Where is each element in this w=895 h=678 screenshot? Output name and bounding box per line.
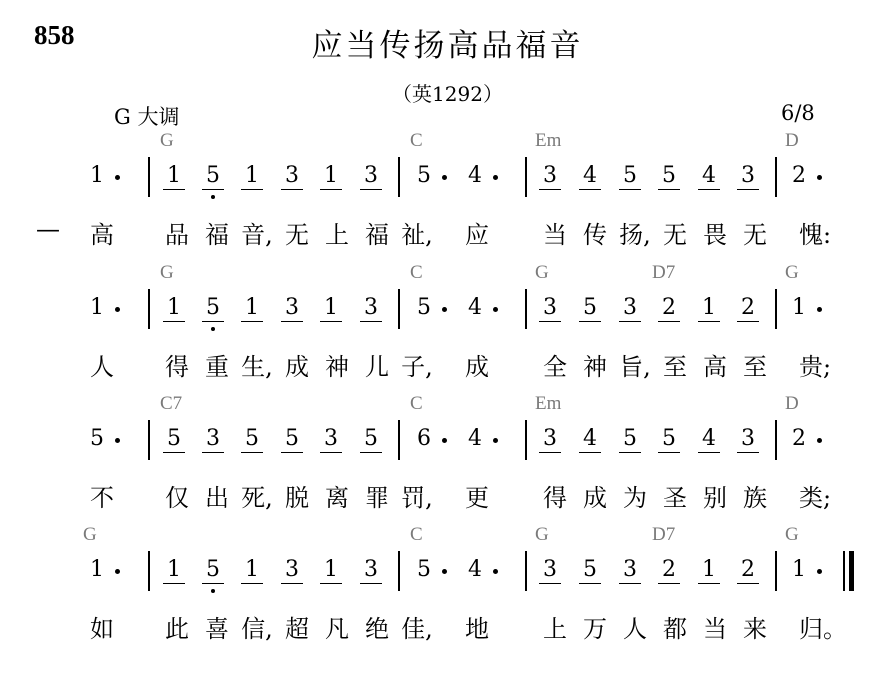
numbered-note [413,163,435,188]
note-digit: 5 [285,426,299,451]
barline [148,289,150,329]
final-barline-thin [843,551,845,591]
numbered-note [86,557,108,582]
numbered-note [413,426,435,451]
note-digit: 5 [583,295,597,320]
lyric-syllable: 重 [205,353,229,381]
numbered-note [539,163,561,190]
note-digit: 4 [468,295,482,320]
augmentation-dot [442,307,447,312]
note-digit: 5 [662,426,676,451]
lyric-syllable: 祉, [401,221,433,249]
lyric-syllable: 应 [465,221,489,249]
note-digit: 1 [90,295,104,320]
note-digit: 3 [543,557,557,582]
numbered-note [737,557,759,584]
lower-octave-dot [211,327,215,331]
lyric-syllable: 地 [465,615,489,643]
lyric-syllable: 传 [583,221,607,249]
barline [398,289,400,329]
lyric-syllable: 信, [241,615,273,643]
lyric-syllable: 圣 [663,484,687,512]
lyric-syllable: 福 [365,221,389,249]
numbered-note [658,163,680,190]
barline [775,420,777,460]
numbered-note [619,163,641,190]
chord-symbol: G [785,262,799,283]
lyric-syllable: 得 [165,353,189,381]
lyric-syllable: 至 [743,353,767,381]
numbered-note [241,163,263,190]
numbered-note [579,295,601,322]
numbered-note [320,163,342,190]
numbered-note [202,295,224,322]
augmentation-dot [442,569,447,574]
lower-octave-dot [211,589,215,593]
numbered-note [737,295,759,322]
lyric-syllable: 更 [465,484,489,512]
lyric-syllable: 高 [90,221,114,249]
barline [148,157,150,197]
augmentation-dot [115,569,120,574]
barline [398,420,400,460]
note-digit: 1 [324,557,338,582]
numbered-note [539,295,561,322]
hymn-number: 858 [34,20,75,50]
numbered-note [413,557,435,582]
lyric-syllable: 成 [465,353,489,381]
numbered-note [163,295,185,322]
note-digit: 1 [792,295,806,320]
note-digit: 5 [206,163,220,188]
barline [398,157,400,197]
augmentation-dot [115,175,120,180]
numbered-note [241,557,263,584]
augmentation-dot [493,307,498,312]
note-digit: 4 [702,426,716,451]
chord-symbol: G [535,262,549,283]
numbered-note [579,163,601,190]
lyric-syllable: 罪 [365,484,389,512]
note-digit: 5 [245,426,259,451]
lyric-syllable: 人 [90,353,114,381]
lyric-syllable: 族 [743,484,767,512]
lyric-syllable: 罚, [401,484,433,512]
note-digit: 3 [543,295,557,320]
numbered-note [281,295,303,322]
numbered-note [788,557,810,582]
barline [525,157,527,197]
barline [525,420,527,460]
augmentation-dot [493,569,498,574]
barline [525,551,527,591]
lyric-syllable: 全 [543,353,567,381]
lyric-syllable: 福 [205,221,229,249]
numbered-note [320,295,342,322]
lyric-syllable: 凡 [325,615,349,643]
chord-symbol: C7 [160,393,183,414]
lyric-syllable: 都 [663,615,687,643]
note-digit: 5 [364,426,378,451]
augmentation-dot [493,438,498,443]
augmentation-dot [817,307,822,312]
numbered-note [163,557,185,584]
numbered-note [360,557,382,584]
augmentation-dot [817,438,822,443]
numbered-note [86,426,108,451]
numbered-note [698,557,720,584]
numbered-note [579,557,601,584]
lyric-syllable: 神 [583,353,607,381]
chord-symbol: Em [535,393,562,414]
lyric-syllable: 万 [583,615,607,643]
augmentation-dot [115,307,120,312]
barline [775,551,777,591]
lyric-syllable: 至 [663,353,687,381]
barline [148,551,150,591]
barline [525,289,527,329]
lyric-syllable: 无 [285,221,309,249]
note-digit: 6 [417,426,431,451]
note-digit: 4 [702,163,716,188]
chord-symbol: Em [535,130,562,151]
note-digit: 5 [623,163,637,188]
lyric-syllable: 超 [285,615,309,643]
note-digit: 4 [468,163,482,188]
note-digit: 1 [245,295,259,320]
note-digit: 5 [417,295,431,320]
lyric-syllable: 无 [743,221,767,249]
lyric-syllable: 为 [623,484,647,512]
numbered-note [737,426,759,453]
numbered-note [788,295,810,320]
note-digit: 1 [90,163,104,188]
note-digit: 3 [623,295,637,320]
lyric-syllable: 离 [325,484,349,512]
note-digit: 3 [285,295,299,320]
note-digit: 3 [285,557,299,582]
note-digit: 4 [468,426,482,451]
barline [398,551,400,591]
note-digit: 1 [167,163,181,188]
lyric-syllable: 贵; [799,353,832,381]
chord-symbol: C [410,393,423,414]
note-digit: 3 [364,295,378,320]
numbered-note [320,557,342,584]
chord-symbol: D [785,393,799,414]
note-digit: 5 [206,295,220,320]
note-digit: 2 [792,426,806,451]
numbered-note [202,426,224,453]
numbered-note [241,426,263,453]
numbered-note [86,163,108,188]
note-digit: 1 [324,295,338,320]
chord-symbol: D7 [652,262,676,283]
note-digit: 3 [285,163,299,188]
note-digit: 4 [583,426,597,451]
lyric-syllable: 归。 [799,615,847,643]
chord-symbol: C [410,262,423,283]
chord-symbol: G [160,130,174,151]
note-digit: 1 [167,557,181,582]
note-digit: 2 [741,295,755,320]
lyric-syllable: 别 [703,484,727,512]
numbered-note [698,426,720,453]
numbered-note [281,426,303,453]
final-barline-thick [849,551,854,591]
chord-symbol: C [410,130,423,151]
numbered-note [202,557,224,584]
numbered-note [788,163,810,188]
note-digit: 5 [90,426,104,451]
note-digit: 1 [245,557,259,582]
hymn-title: 应当传扬高品福音 [311,28,584,64]
note-digit: 1 [324,163,338,188]
note-digit: 1 [792,557,806,582]
note-digit: 1 [702,557,716,582]
numbered-note [658,295,680,322]
numbered-note [360,295,382,322]
numbered-note [163,163,185,190]
numbered-note [539,557,561,584]
lyric-syllable: 扬, [619,221,651,249]
note-digit: 1 [702,295,716,320]
chord-symbol: G [785,524,799,545]
numbered-note [360,426,382,453]
chord-symbol: C [410,524,423,545]
chord-symbol: D7 [652,524,676,545]
numbered-note [698,295,720,322]
lyric-syllable: 成 [583,484,607,512]
lyric-continuation-dash: — [36,215,60,243]
note-digit: 2 [741,557,755,582]
numbered-note [698,163,720,190]
lyric-syllable: 愧: [799,221,832,249]
note-digit: 2 [662,295,676,320]
note-digit: 3 [206,426,220,451]
chord-symbol: G [160,262,174,283]
lyric-syllable: 旨, [619,353,651,381]
lyric-syllable: 来 [743,615,767,643]
note-digit: 3 [543,426,557,451]
lyric-syllable: 喜 [205,615,229,643]
augmentation-dot [817,175,822,180]
barline [775,157,777,197]
note-digit: 5 [583,557,597,582]
note-digit: 5 [417,557,431,582]
lyric-syllable: 神 [325,353,349,381]
note-digit: 3 [364,557,378,582]
note-digit: 4 [468,557,482,582]
note-digit: 4 [583,163,597,188]
numbered-note [619,557,641,584]
lyric-syllable: 仅 [165,484,189,512]
augmentation-dot [493,175,498,180]
note-digit: 3 [741,426,755,451]
numbered-note [579,426,601,453]
numbered-note [658,426,680,453]
lyric-syllable: 脱 [285,484,309,512]
lyric-syllable: 子, [401,353,433,381]
lyric-syllable: 出 [205,484,229,512]
numbered-note [281,557,303,584]
note-digit: 5 [206,557,220,582]
numbered-note [464,163,486,188]
numbered-note [464,426,486,451]
numbered-note [539,426,561,453]
lower-octave-dot [211,195,215,199]
augmentation-dot [442,175,447,180]
chord-symbol: G [535,524,549,545]
lyric-syllable: 佳, [401,615,433,643]
numbered-note [464,557,486,582]
note-digit: 2 [662,557,676,582]
lyric-syllable: 不 [90,484,114,512]
lyric-syllable: 成 [285,353,309,381]
numbered-note [737,163,759,190]
lyric-syllable: 类; [799,484,832,512]
numbered-note [86,295,108,320]
numbered-note [163,426,185,453]
barline [148,420,150,460]
numbered-note [464,295,486,320]
lyric-syllable: 品 [165,221,189,249]
numbered-note [202,163,224,190]
lyric-syllable: 得 [543,484,567,512]
chord-symbol: D [785,130,799,151]
numbered-note [281,163,303,190]
chord-symbol: G [83,524,97,545]
note-digit: 5 [167,426,181,451]
note-digit: 1 [90,557,104,582]
augmentation-dot [442,438,447,443]
note-digit: 3 [543,163,557,188]
lyric-syllable: 此 [165,615,189,643]
lyric-syllable: 当 [543,221,567,249]
lyric-syllable: 高 [703,353,727,381]
numbered-note [619,295,641,322]
numbered-note [241,295,263,322]
lyric-syllable: 上 [325,221,349,249]
numbered-note [619,426,641,453]
note-digit: 3 [741,163,755,188]
lyric-syllable: 畏 [703,221,727,249]
augmentation-dot [817,569,822,574]
lyric-syllable: 儿 [365,353,389,381]
lyric-syllable: 如 [90,615,114,643]
lyric-syllable: 音, [241,221,273,249]
note-digit: 1 [245,163,259,188]
lyric-syllable: 无 [663,221,687,249]
lyric-syllable: 生, [241,353,273,381]
note-digit: 5 [623,426,637,451]
numbered-note [360,163,382,190]
numbered-note [658,557,680,584]
augmentation-dot [115,438,120,443]
time-signature: 6/8 [781,101,815,125]
note-digit: 3 [364,163,378,188]
note-digit: 2 [792,163,806,188]
note-digit: 5 [417,163,431,188]
numbered-note [413,295,435,320]
numbered-note [788,426,810,451]
numbered-note [320,426,342,453]
barline [775,289,777,329]
lyric-syllable: 绝 [365,615,389,643]
lyric-syllable: 当 [703,615,727,643]
lyric-syllable: 上 [543,615,567,643]
note-digit: 1 [167,295,181,320]
note-digit: 3 [324,426,338,451]
note-digit: 3 [623,557,637,582]
hymn-subtitle: （英1292） [392,82,503,106]
key-signature: G 大调 [114,105,180,129]
lyric-syllable: 人 [623,615,647,643]
lyric-syllable: 死, [241,484,273,512]
note-digit: 5 [662,163,676,188]
